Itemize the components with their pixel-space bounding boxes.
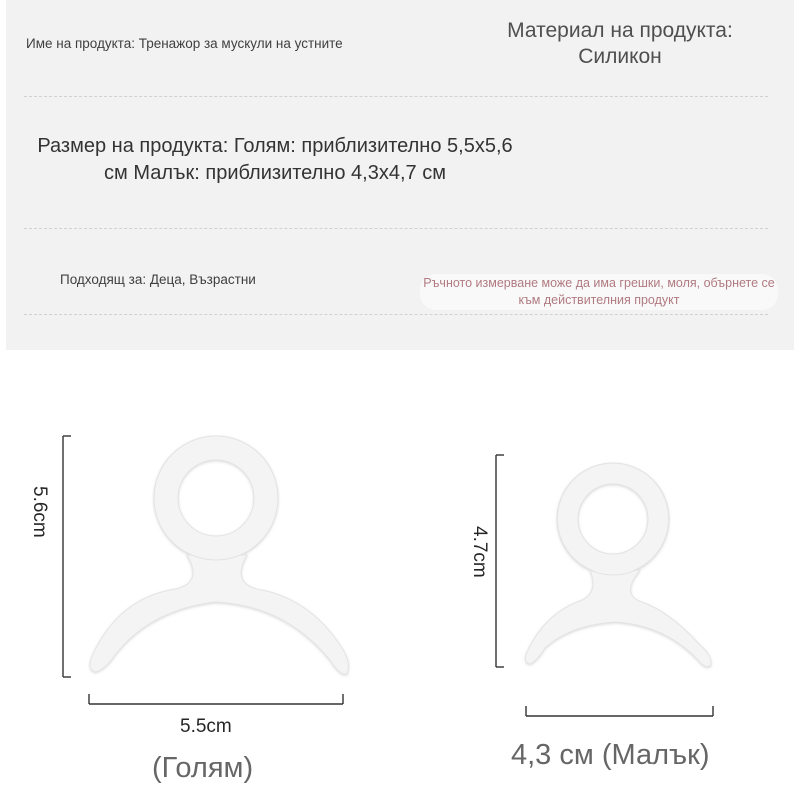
- divider: [24, 96, 768, 97]
- large-height-label: 5.6cm: [29, 486, 50, 538]
- suitable-for-text: Подходящ за: Деца, Възрастни: [60, 272, 256, 287]
- small-height-ruler: [496, 455, 504, 667]
- product-size-text: Размер на продукта: Голям: приблизително 5,5х5,6 см Малък: приблизително 4,3х4,7 см: [37, 135, 513, 184]
- large-width-ruler: [89, 694, 343, 704]
- product-images: [0, 350, 800, 800]
- small-caption: 4,3 см (Малък): [511, 739, 710, 771]
- measurement-note-text: Ръчното измерване може да има грешки, моля, обърнете се към действителния продукт: [423, 276, 775, 307]
- small-height-label: 4.7cm: [469, 526, 490, 578]
- product-material-text: Материал на продукта: Силикон: [507, 19, 733, 68]
- small-width-ruler: [526, 706, 713, 716]
- divider: [24, 228, 768, 229]
- product-name-text: Име на продукта: Тренажор за мускули на устните: [26, 36, 343, 51]
- large-width-label: 5.5cm: [180, 716, 232, 737]
- large-height-ruler: [63, 436, 71, 677]
- large-caption: (Голям): [152, 752, 254, 784]
- large-lip-trainer: [90, 436, 348, 674]
- small-lip-trainer: [525, 463, 711, 667]
- divider: [24, 314, 768, 315]
